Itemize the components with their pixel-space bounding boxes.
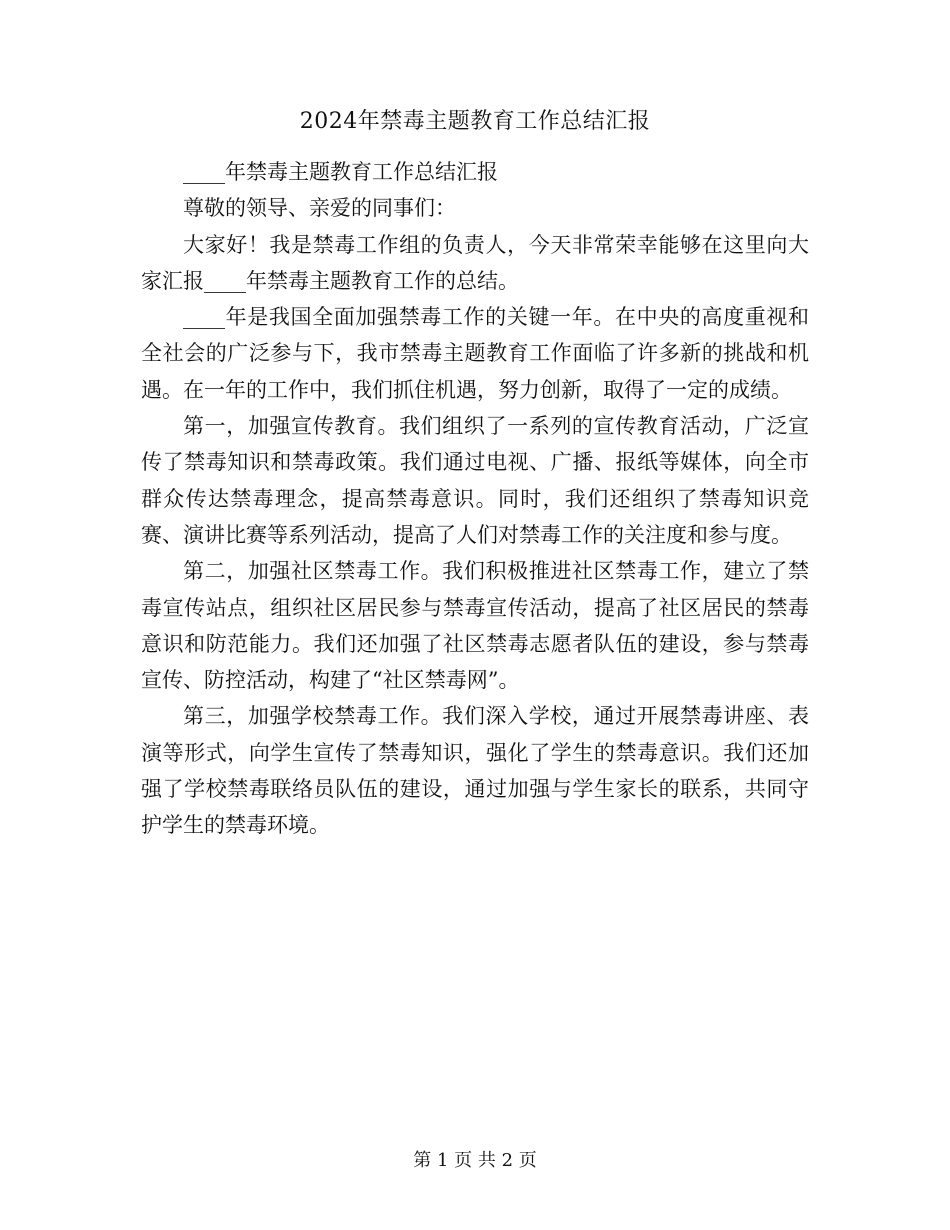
page-number: 第 1 页 共 2 页 <box>413 1150 537 1171</box>
paragraph-subtitle: ____年禁毒主题教育工作总结汇报 <box>183 160 498 184</box>
paragraph-greeting: 大家好！我是禁毒工作组的负责人，今天非常荣幸能够在这里向大家汇报____年禁毒主题教育工作的总结。 <box>141 232 809 293</box>
document-body <box>141 154 809 844</box>
paragraph-salutation: 尊敬的领导、亲爱的同事们： <box>183 196 456 221</box>
paragraph-third-point: 第三，加强学校禁毒工作。我们深入学校，通过开展禁毒讲座、表演等形式，向学生宣传了禁毒知识，强化了学生的禁毒意识。我们还加强了学校禁毒联络员队伍的建设，通过加强与学生家长的联系，共同守护学生的禁毒环境。 <box>141 704 809 838</box>
paragraph-second-point: 第二，加强社区禁毒工作。我们积极推进社区禁毒工作，建立了禁毒宣传站点，组织社区居民参与禁毒宣传活动，提高了社区居民的禁毒意识和防范能力。我们还加强了社区禁毒志愿者队伍的建设，参与禁毒宣传、防控活动，构建了“社区禁毒网”。 <box>141 559 809 693</box>
paragraph-first-point: 第一，加强宣传教育。我们组织了一系列的宣传教育活动，广泛宣传了禁毒知识和禁毒政策。我们通过电视、广播、报纸等媒体，向全市群众传达禁毒理念，提高禁毒意识。同时，我们还组织了禁毒知识竞赛、演讲比赛等系列活动，提高了人们对禁毒工作的关注度和参与度。 <box>141 414 809 547</box>
document-title: 2024年禁毒主题教育工作总结汇报 <box>299 109 651 134</box>
paragraph-overview: ____年是我国全面加强禁毒工作的关键一年。在中央的高度重视和全社会的广泛参与下，我市禁毒主题教育工作面临了许多新的挑战和机遇。在一年的工作中，我们抓住机遇，努力创新，取得了一定的成绩。 <box>141 305 809 402</box>
